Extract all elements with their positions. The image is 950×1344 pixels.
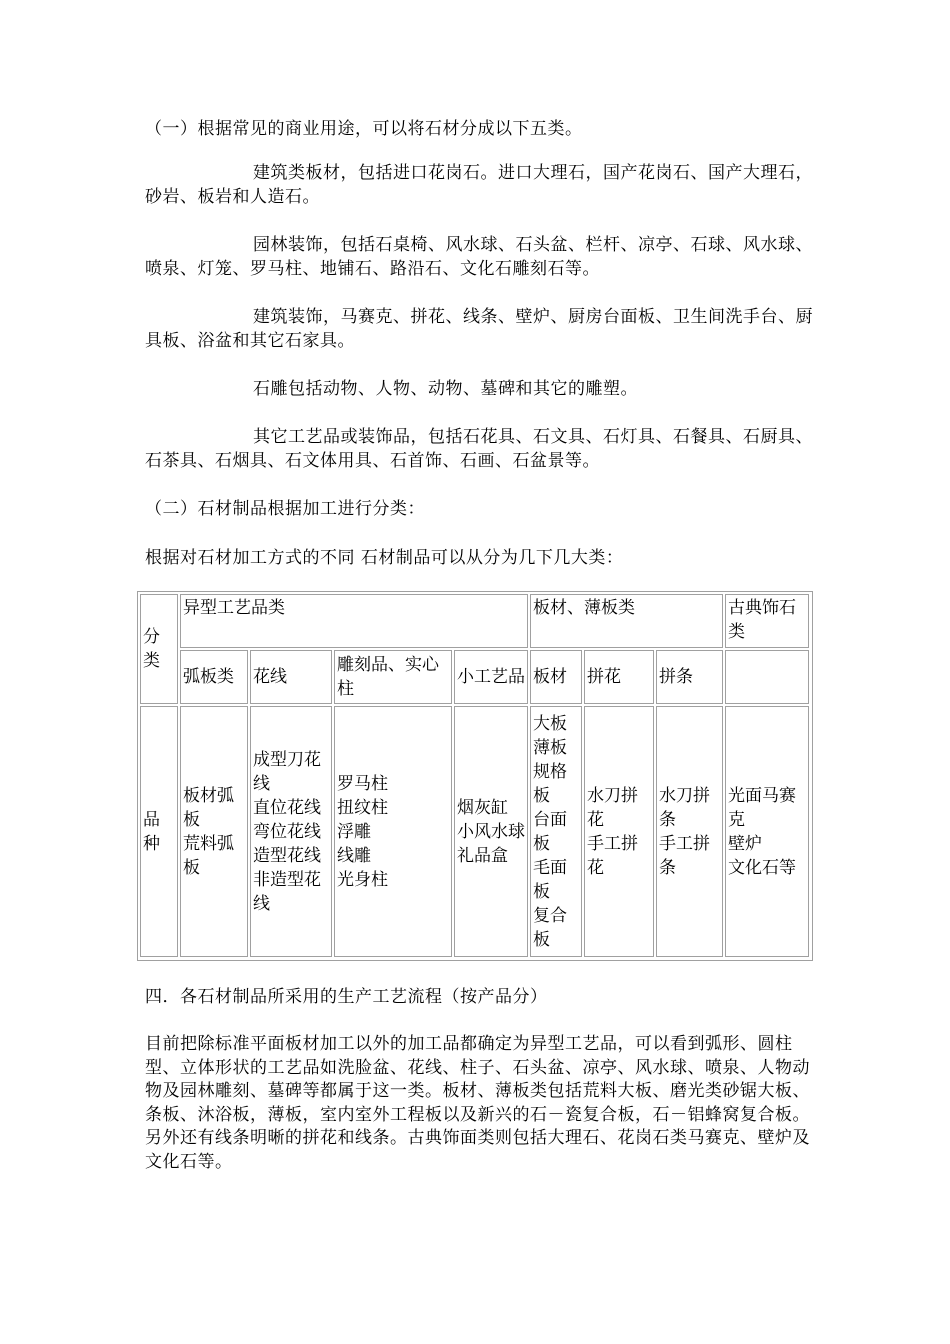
paragraph-stone-carving: 石雕包括动物、人物、动物、墓碑和其它的雕塑。 [253, 379, 638, 399]
table-cell-text: 罗马柱 扭纹柱 浮雕 线雕 光身柱 [337, 773, 388, 890]
section-heading-2: （二）石材制品根据加工进行分类： [145, 499, 425, 519]
table-cell-text: 古典饰石类 [728, 598, 796, 642]
table-cell-items [454, 706, 528, 957]
table-cell-text: 板材 [533, 667, 567, 687]
section-heading-1: （一）根据常见的商业用途，可以将石材分成以下五类。 [145, 119, 583, 139]
table-cell-text: 大板 薄板 规格板 台面板 毛面板 复合板 [533, 713, 567, 950]
table-cell-items [250, 706, 332, 957]
table-cell-text: 光面马赛克 壁炉 文化石等 [728, 785, 796, 878]
paragraph-other-crafts: 其它工艺品或装饰品，包括石花具、石文具、石灯具、石餐具、石厨具、石茶具、石烟具、石文体用具、石首饰、石画、石盆景等。 [145, 427, 813, 471]
table-subheader [334, 650, 452, 704]
table-cell-items [656, 706, 723, 957]
table-subheader [250, 650, 332, 704]
table-cell-items [725, 706, 809, 957]
table-cell-text: 花线 [253, 667, 287, 687]
table-cell-text: 小工艺品 [457, 667, 525, 687]
table-cell-items [334, 706, 452, 957]
paragraph-intro-table: 根据对石材加工方式的不同 石材制品可以从分为几下几大类： [145, 548, 624, 568]
table-row-header-category [140, 594, 178, 704]
table-cell-text: 分类 [143, 627, 160, 671]
table-cell-text: 烟灰缸 小风水球 礼品盒 [457, 797, 525, 866]
table-subheader [656, 650, 723, 704]
table-group-header-shaped [180, 594, 528, 648]
table-cell-text: 拼花 [587, 667, 621, 687]
table-group-header-slabs [530, 594, 723, 648]
table-cell-text: 水刀拼条 手工拼条 [659, 785, 710, 878]
table-cell-text: 水刀拼花 手工拼花 [587, 785, 638, 878]
table-cell-text: 品种 [143, 809, 160, 854]
table-subheader [530, 650, 582, 704]
table-cell-text: 成型刀花线 直位花线 弯位花线 造型花线 非造型花线 [253, 749, 321, 914]
table-cell-text: 板材、薄板类 [533, 598, 635, 618]
section-heading-4: 四．各石材制品所采用的生产工艺流程（按产品分） [145, 987, 548, 1007]
classification-table [137, 591, 813, 961]
paragraph-garden-decoration: 园林装饰，包括石桌椅、风水球、石头盆、栏杆、凉亭、石球、风水球、喷泉、灯笼、罗马柱、地铺石、路沿石、文化石雕刻石等。 [145, 235, 813, 279]
table-cell-text: 板材弧板 荒料弧板 [183, 785, 234, 878]
table-cell-text: 拼条 [659, 667, 693, 687]
table-cell-text: 异型工艺品类 [183, 598, 285, 618]
table-cell-text: 弧板类 [183, 667, 234, 687]
paragraph-process-overview: 目前把除标准平面板材加工以外的加工品都确定为异型工艺品，可以看到弧形、圆柱型、立体形状的工艺品如洗脸盆、花线、柱子、石头盆、凉亭、风水球、喷泉、人物动物及园林雕刻、墓碑等都属于这一类。板材、薄板类包括荒料大板、磨光类砂锯大板、条板、沐浴板，薄板，室内室外工程板以及新兴的石－瓷复合板，石－铝蜂窝复合板。另外还有线条明晰的拼花和线条。古典饰面类则包括大理石、花岗石类马赛克、壁炉及文化石等。 [145, 1034, 810, 1172]
table-cell-items [530, 706, 582, 957]
table-subheader [584, 650, 654, 704]
table-cell-text: 雕刻品、实心柱 [337, 655, 439, 699]
table-row-header-variety [140, 706, 178, 957]
table-subheader [180, 650, 248, 704]
table-cell-items [584, 706, 654, 957]
table-subheader [454, 650, 528, 704]
table-group-header-classical [725, 594, 809, 648]
table-subheader-empty [725, 650, 809, 704]
paragraph-building-slabs: 建筑类板材，包括进口花岗石。进口大理石，国产花岗石、国产大理石，砂岩、板岩和人造石。 [145, 163, 813, 207]
paragraph-building-decoration: 建筑装饰，马赛克、拼花、线条、壁炉、厨房台面板、卫生间洗手台、厨具板、浴盆和其它石家具。 [145, 307, 813, 351]
table-cell-items [180, 706, 248, 957]
